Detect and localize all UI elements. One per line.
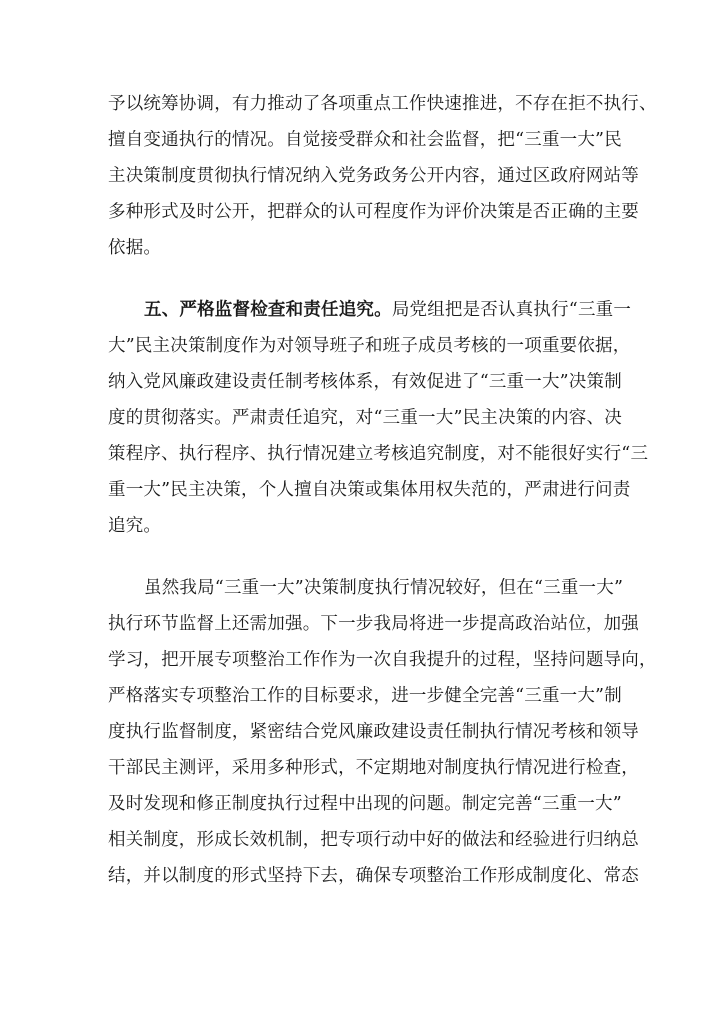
- heading-line-rest: 局党组把是否认真执行“三重一: [391, 300, 632, 320]
- text-line: 及时发现和修正制度执行过程中出现的问题。制定完善“三重一大”: [108, 794, 622, 814]
- text-line: 执行环节监督上还需加强。下一步我局将进一步提高政治站位，加强: [108, 614, 639, 634]
- text-line: 多种形式及时公开，把群众的认可程度作为评价决策是否正确的主要: [108, 202, 639, 222]
- text-line: 追究。: [108, 516, 162, 536]
- text-line: 依据。: [108, 238, 162, 258]
- text-line: [108, 292, 632, 328]
- section-heading: 五、严格监督检查和责任追究。: [144, 300, 392, 320]
- text-line: 度执行监督制度，紧密结合党风廉政建设责任制执行情况考核和领导: [108, 722, 639, 742]
- text-line: 大”民主决策制度作为对领导班子和班子成员考核的一项重要依据，: [108, 336, 631, 356]
- text-line: 擅自变通执行的情况。自觉接受群众和社会监督，把“三重一大”民: [108, 130, 622, 150]
- text-line: 主决策制度贯彻执行情况纳入党务政务公开内容，通过区政府网站等: [108, 166, 639, 186]
- text-line: 相关制度，形成长效机制，把专项行动中好的做法和经验进行归纳总: [108, 830, 639, 850]
- text-line: 干部民主测评，采用多种形式，不定期地对制度执行情况进行检查，: [108, 758, 639, 778]
- text-line: 度的贯彻落实。严肃责任追究，对“三重一大”民主决策的内容、决: [108, 408, 622, 428]
- text-line: 纳入党风廉政建设责任制考核体系，有效促进了“三重一大”决策制: [108, 372, 622, 392]
- text-line: 严格落实专项整治工作的目标要求，进一步健全完善“三重一大”制: [108, 686, 622, 706]
- text-line: 重一大”民主决策，个人擅自决策或集体用权失范的，严肃进行问责: [108, 480, 631, 500]
- text-line: 结，并以制度的形式坚持下去，确保专项整治工作形成制度化、常态: [108, 866, 639, 886]
- text-line: 虽然我局“三重一大”决策制度执行情况较好，但在“三重一大”: [144, 578, 624, 598]
- paragraph-2: [108, 292, 649, 544]
- text-line: 予以统筹协调，有力推动了各项重点工作快速推进，不存在拒不执行、: [108, 94, 657, 114]
- text-line: 学习，把开展专项整治工作作为一次自我提升的过程，坚持问题导向，: [108, 650, 657, 670]
- text-line: 策程序、执行程序、执行情况建立考核追究制度，对不能很好实行“三: [108, 444, 649, 464]
- paragraph-1: [108, 86, 657, 266]
- paragraph-3: [108, 570, 657, 894]
